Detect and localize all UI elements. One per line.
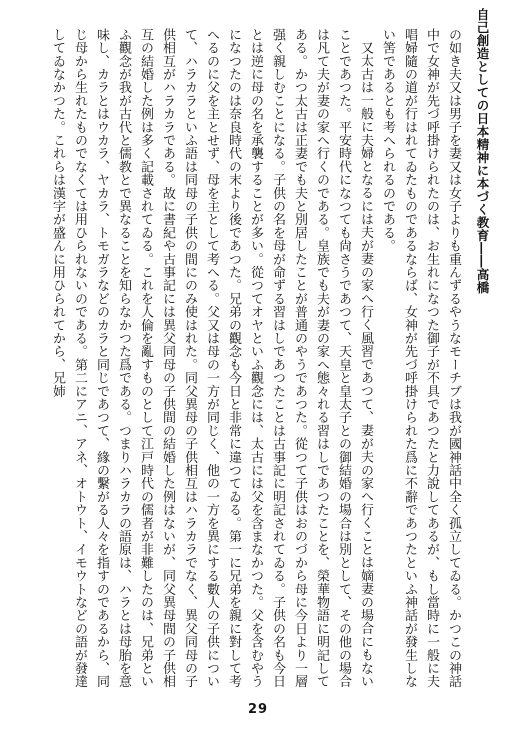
running-header: 自己創造としての日本精神に本づく教育――高橋 [475,8,490,294]
body-text [24,28,464,688]
paragraph-kinship: 又太古は一般に夫婦となるには夫が妻の家へ行く風習であつて、妻が夫の家へ行くことは嫡妻の場合にもないことであつた。平安時代になつても尙さうであつて、天皇と皇太子との御結婚の場合は別として、その他の場合は凡て夫が妻の家へ行くのである。皇族でも夫が妻の家へ態々れる習はしであつたことを、榮華物語に明記してある。かつ太古は正妻でも夫と別居したことが普通のやうであつた。從つて子供はおのづから母に今日より一層强く親しむことになる。子供の名を母が命ずる習はしであつたことは古事記に明記されてゐる。子供の名も今日とは逆に母の名を承襲することが多い。從つてオヤといふ觀念には、太古には父を含まなかつた。父を含むやうになつたのは奈良時代の末より後であつた。兄弟の觀念も今日と非常に違つてゐる。第一に兄弟を親に對して考へるのに父を主とせず、母を主として考へる。父又は母の一方が同じく、他の一方を異にする數人の子供について、ハラカラといふ語は同母の子供の間にのみ使はれた。同父異母の子供相互はハラカラでなく、異父同母の子供相互がハラカラである。故に書紀や古事記には異父同母の子供間の結婚した例はないが、同父異母間の子供相互の結婚した例は多く記載されてゐる。これを人倫を亂すものとして江戸時代の儒者が非難したのは、兄弟といふ觀念が我が古代と儒教とで異なることを知らなかつた爲である。つまりハラカラの語原は、ハラとは母胎を意味し、カラとはウカラ、ヤカラ、トモガラなどのカラと同じであつて、緣の繫がる人々を指すのであるから、同じ母から生れたものでなくては用ひられないのである。第二にアニ、アネ、オトウト、イモウトなどの語が發達してゐなかつた。これらは漢字が盛んに用ひられてから、兄姉 [50,28,373,688]
page-number: 29 [247,702,269,717]
paragraph-continuation: の如き夫又は男子を妻又は女子よりも重んずるやうなモーチブは我が國神話中全く孤立してゐる。かつこの神話中で女神が先づ呼掛けられたのは、お生れになつた御子が不具であつたと力說してあるが、もし當時に一般に夫唱婦隨の道が行はれてゐたものであるならば、女神が先づ呼掛けられた爲に不辭であつたといふ神話が發生しない筈であるとも考へられるのである。 [380,28,461,688]
